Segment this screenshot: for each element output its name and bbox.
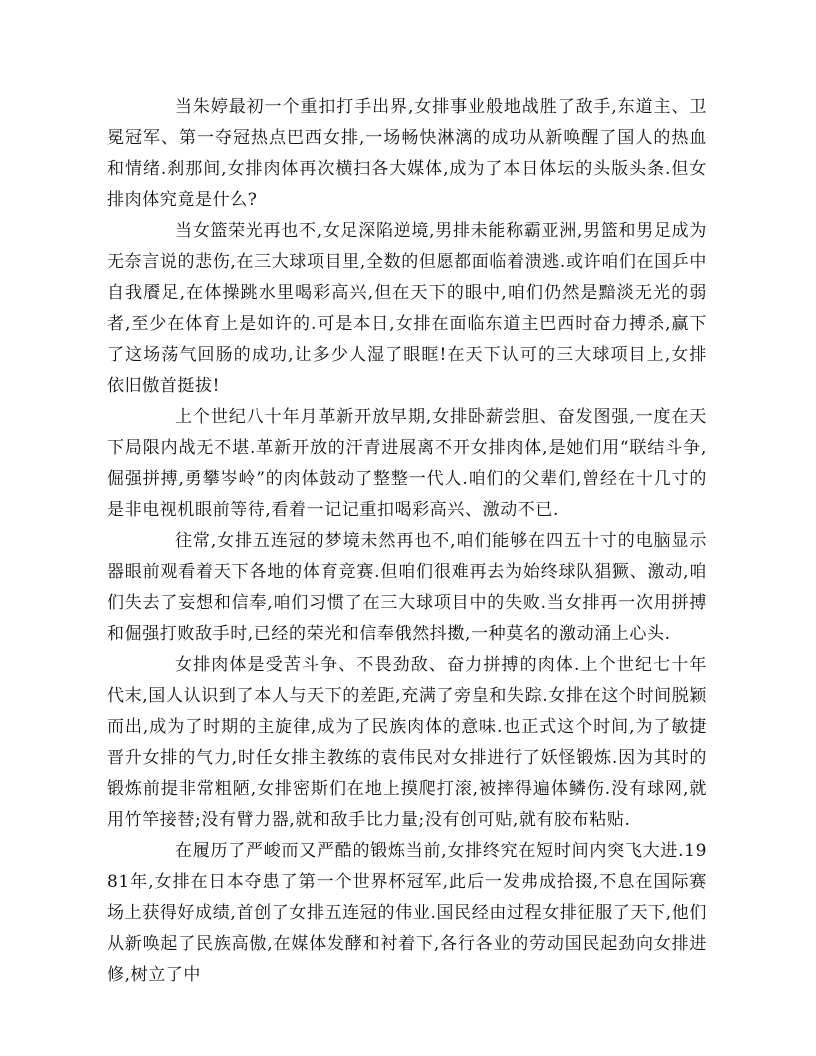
paragraph-4: 往常,女排五连冠的梦境未然再也不,咱们能够在四五十寸的电脑显示器眼前观看着天下各地的体育竞赛.但咱们很难再去为始终球队猖獗、激动,咱们失去了妄想和信奉,咱们习惯了在三大球项目中的失败.当女排再一次用拼搏和倔强打败敌手时,已经的荣光和信奉俄然抖擞,一种莫名的激动涌上心头.	[107, 531, 707, 644]
paragraph-6: 在履历了严峻而又严酷的锻炼当前,女排终究在短时间内突飞大进.1981年,女排在日本夺患了第一个世界杯冠军,此后一发弗成拾掇,不息在国际赛场上获得好成绩,首创了女排五连冠的伟业.国民经由过程女排征服了天下,他们从新唤起了民族高傲,在媒体发酵和衬着下,各行各业的劳动国民起劲向女排进修,树立了中	[107, 841, 707, 985]
article-body	[107, 92, 707, 991]
paragraph-2: 当女篮荣光再也不,女足深陷逆境,男排未能称霸亚洲,男篮和男足成为无奈言说的悲伤,在三大球项目里,全数的但愿都面临着溃逃.或许咱们在国乒中自我餍足,在体操跳水里喝彩高兴,但在天下的眼中,咱们仍然是黯淡无光的弱者,至少在体育上是如许的.可是本日,女排在面临东道主巴西时奋力搏杀,赢下了这场荡气回肠的成功,让多少人湿了眼眶!在天下认可的三大球项目上,女排依旧傲首挺拔!	[107, 221, 707, 396]
paragraph-5: 女排肉体是受苦斗争、不畏劲敌、奋力拼搏的肉体.上个世纪七十年代末,国人认识到了本人与天下的差距,充满了旁皇和失踪.女排在这个时间脱颖而出,成为了时期的主旋律,成为了民族肉体的意味.也正式这个时间,为了敏捷晋升女排的气力,时任女排主教练的袁伟民对女排进行了妖怪锻炼.因为其时的锻炼前提非常粗陋,女排密斯们在地上摸爬打滚,被摔得遍体鳞伤.没有球网,就用竹竿接替;没有臂力器,就和敌手比力量;没有创可贴,就有胶布粘贴.	[107, 655, 707, 830]
paragraph-3: 上个世纪八十年月革新开放早期,女排卧薪尝胆、奋发图强,一度在天下局限内战无不堪.革新开放的汗青进展离不开女排肉体,是她们用“联结斗争,倔强拼搏,勇攀岑岭”的肉体鼓动了整整一代人.咱们的父辈们,曾经在十几寸的是非电视机眼前等待,看着一记记重扣喝彩高兴、激动不已.	[107, 407, 707, 520]
paragraph-1: 当朱婷最初一个重扣打手出界,女排事业般地战胜了敌手,东道主、卫冕冠军、第一夺冠热点巴西女排,一场畅快淋漓的成功从新唤醒了国人的热血和情绪.刹那间,女排肉体再次横扫各大媒体,成为了本日体坛的头版头条.但女排肉体究竟是什么?	[107, 97, 707, 210]
